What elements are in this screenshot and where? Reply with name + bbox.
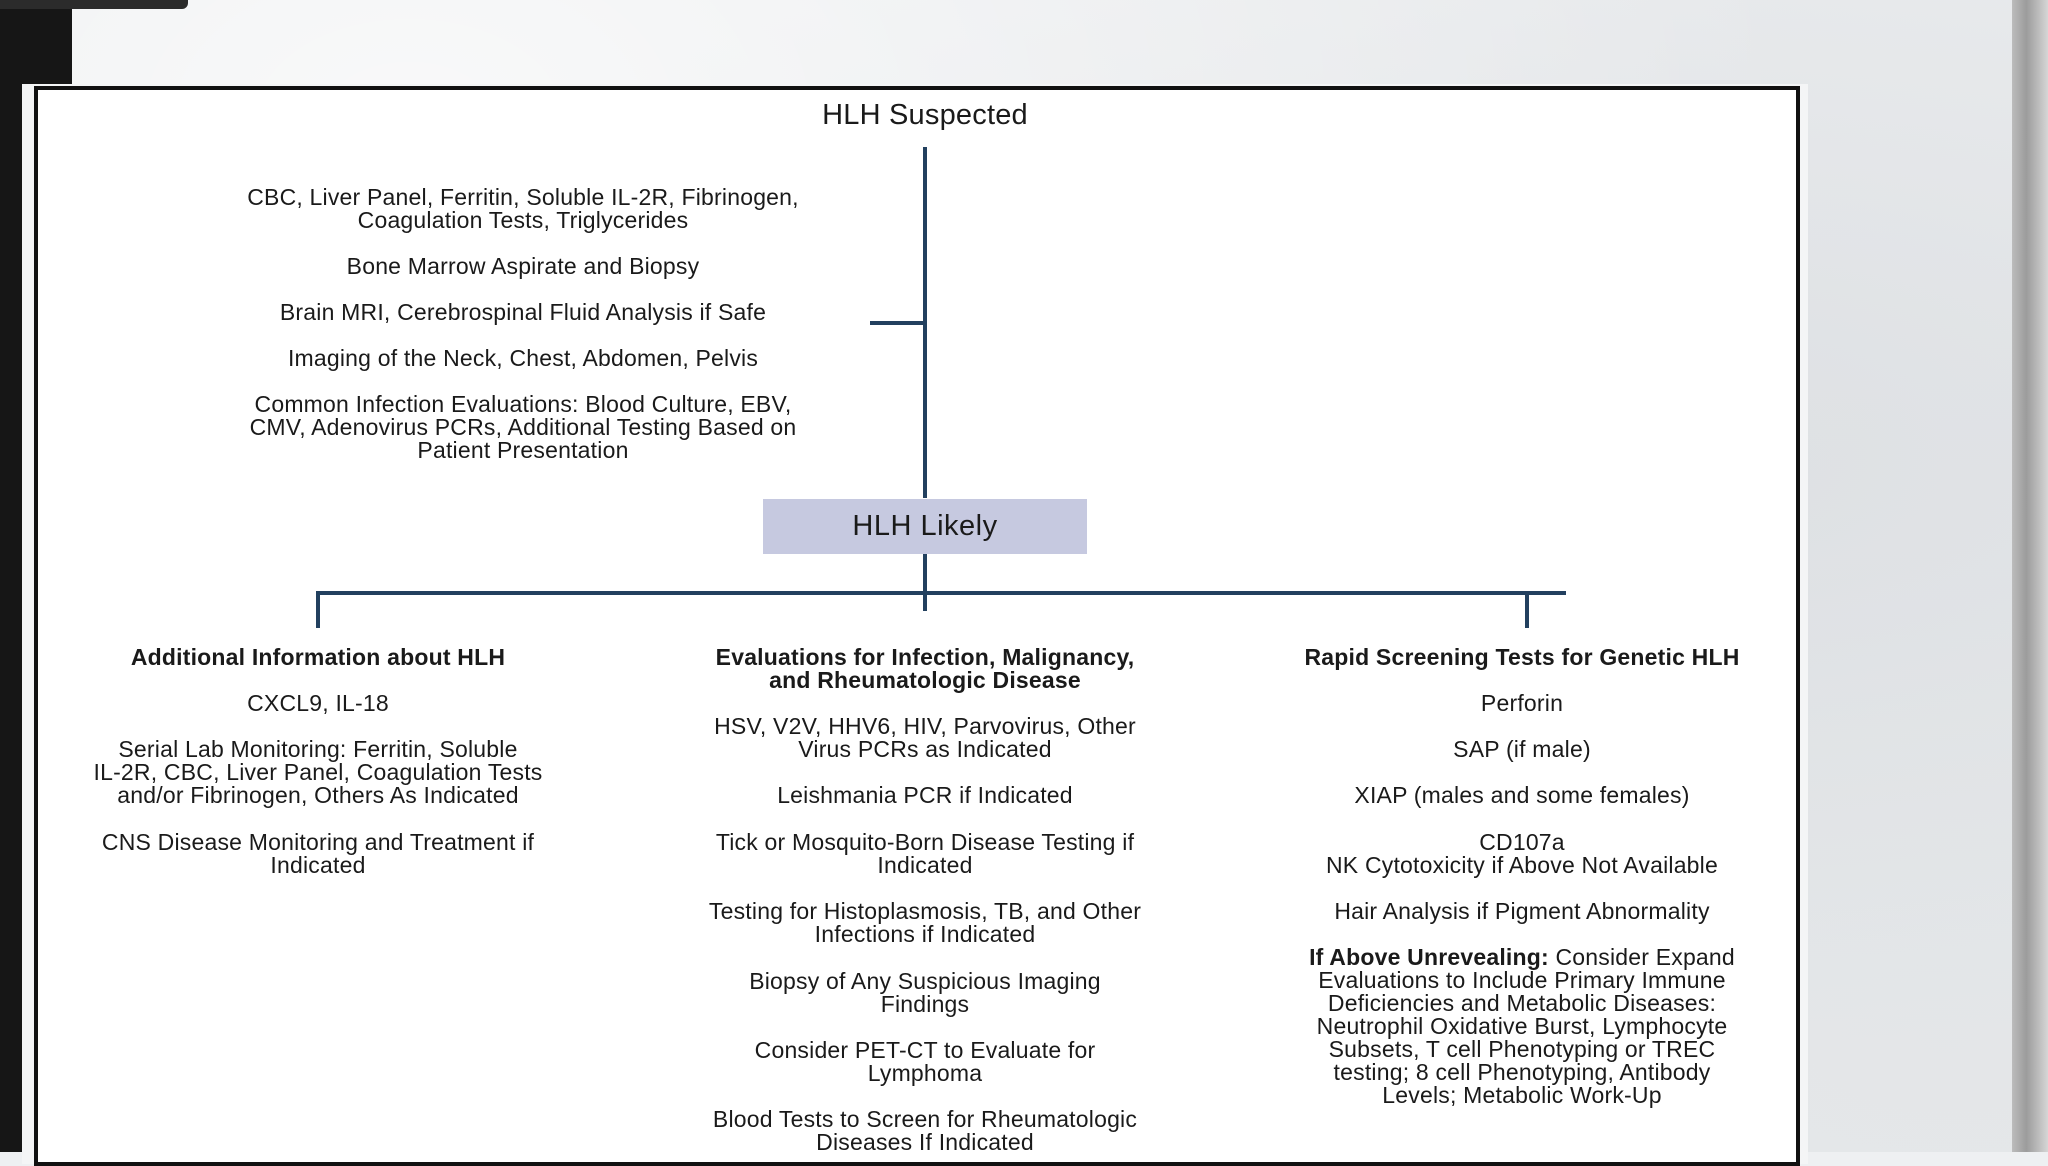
unrevealing-text: Consider Expand Evaluations to Include Primary Immune Deficiencies and Metabolic Diseases: Neutrophil Oxidative Burst, Lymphocyte Subsets, T cell Phenotyping or TREC testing; 8 cell Phenotyping, Antibody Levels; Metabolic Work-Up xyxy=(1316,944,1735,1108)
column2-item: Leishmania PCR if Indicated xyxy=(777,782,1073,808)
unrevealing-label: If Above Unrevealing: xyxy=(1309,944,1549,970)
column3-final-item xyxy=(1252,946,1792,1107)
left-top-tab xyxy=(0,0,188,9)
horizontal-branch-connector xyxy=(316,591,1566,595)
initial-test-imaging: Imaging of the Neck, Chest, Abdomen, Pelvis xyxy=(287,345,759,371)
column3-item: CD107a NK Cytotoxicity if Above Not Available xyxy=(1326,829,1718,878)
column-heading-rapid-screening: Rapid Screening Tests for Genetic HLH xyxy=(1304,644,1740,670)
column2-item: Blood Tests to Screen for Rheumatologic Diseases If Indicated xyxy=(712,1106,1138,1155)
lower-vertical-connector xyxy=(923,553,927,611)
column2-item: Consider PET-CT to Evaluate for Lymphoma xyxy=(754,1037,1096,1086)
initial-test-brain-mri: Brain MRI, Cerebrospinal Fluid Analysis if Safe xyxy=(279,299,767,325)
hlh-likely-box: HLH Likely xyxy=(763,499,1087,554)
right-drop-connector xyxy=(1525,591,1529,628)
column3-item: Hair Analysis if Pigment Abnormality xyxy=(1334,898,1710,924)
column3-item: XIAP (males and some females) xyxy=(1354,782,1690,808)
column-heading-additional-info: Additional Information about HLH xyxy=(130,644,506,670)
tests-branch-connector xyxy=(870,321,925,325)
column2-item: Tick or Mosquito-Born Disease Testing if Indicated xyxy=(715,829,1135,878)
column-heading-evaluations: Evaluations for Infection, Malignancy, and Rheumatologic Disease xyxy=(715,644,1135,693)
column2-item: HSV, V2V, HHV6, HIV, Parvovirus, Other Virus PCRs as Indicated xyxy=(714,713,1136,762)
initial-test-bone-marrow: Bone Marrow Aspirate and Biopsy xyxy=(346,253,700,279)
left-drop-connector xyxy=(316,591,320,628)
column2-item: Testing for Histoplasmosis, TB, and Other Infections if Indicated xyxy=(708,898,1142,947)
initial-test-infection: Common Infection Evaluations: Blood Culture, EBV, CMV, Adenovirus PCRs, Additional Testing Based on Patient Presentation xyxy=(249,391,797,463)
column2-item: Biopsy of Any Suspicious Imaging Findings xyxy=(749,968,1101,1017)
right-scroll-edge xyxy=(2012,0,2048,1152)
column1-item: Serial Lab Monitoring: Ferritin, Soluble IL-2R, CBC, Liver Panel, Coagulation Tests and/or Fibrinogen, Others As Indicated xyxy=(93,736,543,808)
flowchart-slide xyxy=(34,86,1800,1166)
column3-item: SAP (if male) xyxy=(1453,736,1591,762)
initial-test-labs: CBC, Liver Panel, Ferritin, Soluble IL-2R, Fibrinogen, Coagulation Tests, Triglycerides xyxy=(247,184,799,233)
diagram-title-hlh-suspected: HLH Suspected xyxy=(822,99,1028,131)
column1-item: CNS Disease Monitoring and Treatment if Indicated xyxy=(101,829,535,878)
column1-item: CXCL9, IL-18 xyxy=(247,690,389,716)
column3-item: Perforin xyxy=(1480,690,1564,716)
